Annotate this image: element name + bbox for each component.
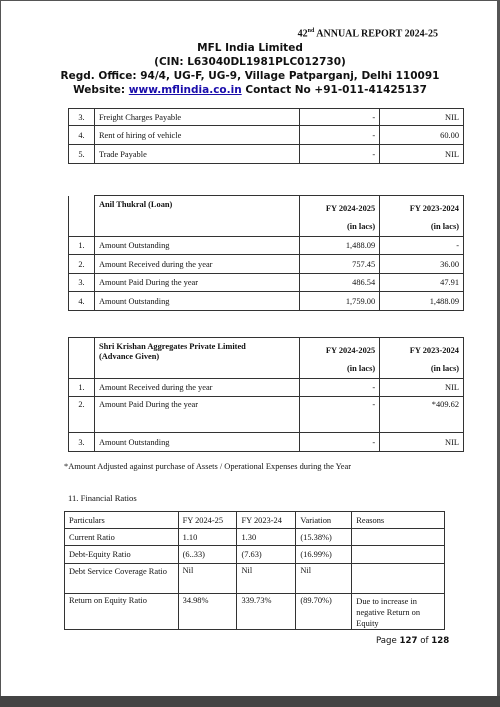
website-link[interactable]: www.mflindia.co.in bbox=[128, 84, 242, 96]
table-header-row bbox=[65, 512, 445, 529]
ratio-variation: (15.38%) bbox=[296, 529, 352, 546]
row-number: 4. bbox=[69, 292, 95, 311]
viewer-bottom-bar bbox=[0, 696, 500, 707]
value-previous: 36.00 bbox=[380, 255, 464, 274]
row-number: 3. bbox=[69, 433, 95, 452]
ratio-current: Nil bbox=[178, 564, 237, 594]
row-number: 2. bbox=[69, 255, 95, 274]
website-contact: Website: www.mflindia.co.in Contact No +91-011-41425137 bbox=[73, 84, 427, 96]
ratio-variation: Nil bbox=[296, 564, 352, 594]
col-fy-current: FY 2024-25 bbox=[178, 512, 237, 529]
row-number: 1. bbox=[69, 237, 95, 255]
table-header-row bbox=[69, 196, 464, 237]
row-label: Amount Paid During the year bbox=[94, 397, 299, 433]
row-label: Amount Received during the year bbox=[94, 379, 299, 397]
party-title: Shri Krishan Aggregates Private Limited (Advance Given) bbox=[94, 338, 299, 379]
row-label: Freight Charges Payable bbox=[94, 109, 299, 126]
row-label: Amount Outstanding bbox=[94, 292, 299, 311]
shri-krishan-table bbox=[68, 337, 464, 452]
anil-thukral-table bbox=[68, 195, 464, 311]
col-fy-current: FY 2024-2025 (in lacs) bbox=[300, 338, 380, 379]
company-cin: (CIN: L63040DL1981PLC012730) bbox=[154, 56, 346, 68]
ratio-reason bbox=[352, 546, 445, 564]
ratio-current: (6..33) bbox=[178, 546, 237, 564]
value-current: - bbox=[300, 126, 380, 145]
row-label: Amount Paid During the year bbox=[94, 274, 299, 292]
ratio-name: Debt-Equity Ratio bbox=[65, 546, 179, 564]
table-row bbox=[69, 109, 464, 126]
company-name: MFL India Limited bbox=[197, 42, 303, 54]
section-heading: 11. Financial Ratios bbox=[68, 493, 137, 503]
table-header-row bbox=[69, 338, 464, 379]
value-current: 486.54 bbox=[300, 274, 380, 292]
value-previous: NIL bbox=[380, 145, 464, 164]
value-previous: *409.62 bbox=[380, 397, 464, 433]
table-row bbox=[65, 594, 445, 630]
col-particulars: Particulars bbox=[65, 512, 179, 529]
col-fy-previous: FY 2023-2024 (in lacs) bbox=[380, 196, 464, 237]
ratio-name: Current Ratio bbox=[65, 529, 179, 546]
table-row bbox=[69, 126, 464, 145]
ratio-previous: 339.73% bbox=[237, 594, 296, 630]
row-label: Rent of hiring of vehicle bbox=[94, 126, 299, 145]
table-row bbox=[69, 292, 464, 311]
table-row bbox=[69, 397, 464, 433]
payables-table bbox=[68, 108, 464, 164]
col-variation: Variation bbox=[296, 512, 352, 529]
col-reasons: Reasons bbox=[352, 512, 445, 529]
ratio-current: 1.10 bbox=[178, 529, 237, 546]
table-row bbox=[65, 564, 445, 594]
row-number: 3. bbox=[69, 109, 95, 126]
value-previous: NIL bbox=[380, 379, 464, 397]
ratio-variation: (16.99%) bbox=[296, 546, 352, 564]
financial-ratios-table bbox=[64, 511, 445, 630]
col-fy-current: FY 2024-2025 (in lacs) bbox=[300, 196, 380, 237]
value-previous: 1,488.09 bbox=[380, 292, 464, 311]
row-label: Amount Outstanding bbox=[94, 237, 299, 255]
value-previous: - bbox=[380, 237, 464, 255]
value-current: - bbox=[300, 379, 380, 397]
ratio-reason bbox=[352, 529, 445, 546]
value-previous: 47.91 bbox=[380, 274, 464, 292]
ratio-previous: Nil bbox=[237, 564, 296, 594]
ratio-variation: (89.70%) bbox=[296, 594, 352, 630]
ratio-reason: Due to increase in negative Return on Equity bbox=[352, 594, 445, 630]
annual-report-title: 42nd ANNUAL REPORT 2024-25 bbox=[297, 28, 438, 40]
page-number: Page 127 of 128 bbox=[376, 636, 450, 646]
col-fy-previous: FY 2023-2024 (in lacs) bbox=[380, 338, 464, 379]
value-current: - bbox=[300, 145, 380, 164]
value-current: - bbox=[300, 109, 380, 126]
value-previous: NIL bbox=[380, 109, 464, 126]
ratio-name: Return on Equity Ratio bbox=[65, 594, 179, 630]
footnote: *Amount Adjusted against purchase of Assets / Operational Expenses during the Year bbox=[64, 462, 352, 471]
ratio-previous: 1.30 bbox=[237, 529, 296, 546]
row-label: Amount Received during the year bbox=[94, 255, 299, 274]
row-label: Trade Payable bbox=[94, 145, 299, 164]
value-previous: 60.00 bbox=[380, 126, 464, 145]
row-number: 3. bbox=[69, 274, 95, 292]
row-label: Amount Outstanding bbox=[94, 433, 299, 452]
value-current: - bbox=[300, 433, 380, 452]
ratio-previous: (7.63) bbox=[237, 546, 296, 564]
value-current: 757.45 bbox=[300, 255, 380, 274]
col-fy-previous: FY 2023-24 bbox=[237, 512, 296, 529]
value-current: 1,759.00 bbox=[300, 292, 380, 311]
table-row bbox=[69, 255, 464, 274]
value-previous: NIL bbox=[380, 433, 464, 452]
table-row bbox=[69, 274, 464, 292]
registered-office: Regd. Office: 94/4, UG-F, UG-9, Village Patparganj, Delhi 110091 bbox=[60, 70, 440, 82]
row-number: 2. bbox=[69, 397, 95, 433]
row-number: 5. bbox=[69, 145, 95, 164]
party-title: Anil Thukral (Loan) bbox=[94, 196, 299, 237]
value-current: - bbox=[300, 397, 380, 433]
ratio-name: Debt Service Coverage Ratio bbox=[65, 564, 179, 594]
table-row bbox=[65, 546, 445, 564]
table-row bbox=[69, 145, 464, 164]
table-row bbox=[65, 529, 445, 546]
ratio-current: 34.98% bbox=[178, 594, 237, 630]
value-current: 1,488.09 bbox=[300, 237, 380, 255]
table-row bbox=[69, 237, 464, 255]
table-row bbox=[69, 379, 464, 397]
ratio-reason bbox=[352, 564, 445, 594]
row-number: 4. bbox=[69, 126, 95, 145]
row-number: 1. bbox=[69, 379, 95, 397]
table-row bbox=[69, 433, 464, 452]
